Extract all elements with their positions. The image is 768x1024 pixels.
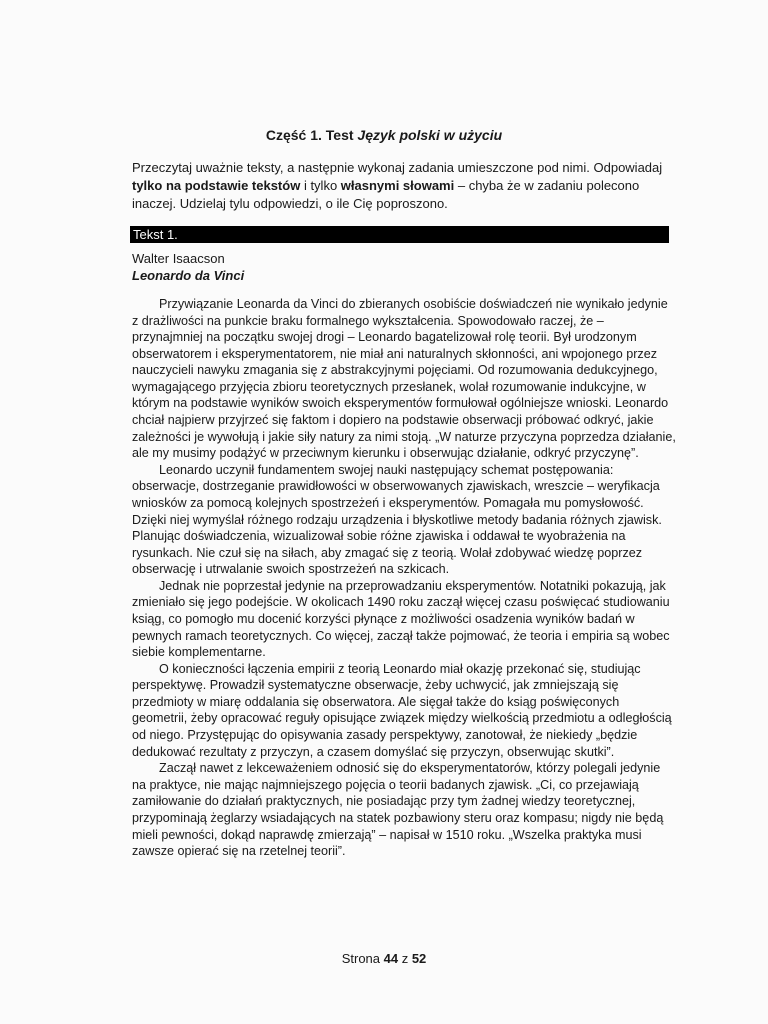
paragraph: Leonardo uczynił fundamentem swojej nauki następujący schemat postępowania: obserwacje, dostrzeganie prawidłowości w obserwowanych zjawiskach, wreszcie – weryfikacja wniosków za pomocą kolejnych spostrzeżeń i eksperymentów. Pomagała mu pomysłowość. Dzięki niej wymyślał różnego rodzaju urządzenia i błyskotliwe metody badania różnych zjawisk. Planując doświadczenia, wizualizował sobie różne zjawiska i oddawał te wyobrażenia na rysunkach. Nie czuł się na siłach, aby zmagać się z teorią. Wolał zdobywać wiedzę poprzez obserwację i utrwalanie swoich spostrzeżeń na szkicach. xyxy=(132,462,662,577)
instructions-part2: i tylko xyxy=(300,178,341,193)
paragraph: Jednak nie poprzestał jedynie na przeprowadzaniu eksperymentów. Notatniki pokazują, jak zmieniało się jego podejście. W okolicach 1490 roku zaczął więcej czasu poświęcać studiowaniu ksiąg, co pomogło mu docenić korzyści płynące z możliwości osadzenia wyników badań w pewnych ramach teoretycznych. Co więcej, zaczął także pojmować, że teoria i empiria są wobec siebie komplementarne. xyxy=(132,578,670,660)
text-body xyxy=(132,296,677,860)
instructions-part3: – chyba że w zadaniu polecono inaczej. Udzielaj tylu odpowiedzi, o ile Cię poproszono. xyxy=(132,178,640,211)
section-title xyxy=(0,126,768,144)
page-number-prefix: Strona xyxy=(341,951,384,966)
page-number-current: 44 xyxy=(383,951,399,966)
section-title-italic: Język polski w użyciu xyxy=(357,127,503,143)
page-number xyxy=(0,950,768,968)
section-title-prefix: Część 1. Test xyxy=(265,127,358,143)
instructions-part1: Przeczytaj uważnie teksty, a następnie wykonaj zadania umieszczone pod nimi. Odpowiadaj xyxy=(132,160,663,175)
paragraph: O konieczności łączenia empirii z teorią Leonardo miał okazję przekonać się, studiując perspektywę. Prowadził systematyczne obserwacje, żeby uchwycić, jak zmniejszają się przedmioty w miarę oddalania się obserwatora. Ale sięgał także do ksiąg poświęconych geometrii, żeby opracować reguły opisujące związek między wielkością przedmiotu a odległością od niego. Przystępując do opisywania zasady perspektywy, zanotował, że niekiedy „będzie dedukować rezultaty z przyczyn, a czasem domyślać się przyczyn, obserwując skutki”. xyxy=(132,661,672,759)
instructions-bold1: tylko na podstawie tekstów xyxy=(132,178,301,193)
paragraph: Przywiązanie Leonarda da Vinci do zbieranych osobiście doświadczeń nie wynikało jedynie z drażliwości na punkcie braku formalnego wykształcenia. Spowodowało raczej, że – przynajmniej na początku swojej drogi – Leonardo bagatelizował rolę teorii. Był urodzonym obserwatorem i eksperymentatorem, nie miał ani naturalnych skłonności, ani wpojonego przez nauczycieli nawyku zmagania się z abstrakcyjnymi pojęciami. Od rozumowania dedukcyjnego, wymagającego przyjęcia zbioru teoretycznych przesłanek, wolał rozumowanie indukcyjne, w którym na podstawie wyników swoich eksperymentów formułował ogólniejsze wnioski. Leonardo chciał najpierw przyjrzeć się faktom i dopiero na podstawie obserwacji próbować odkryć, jakie zależności je wywołują i jakie siły natury za nimi stoją. „W naturze przyczyna poprzedza działanie, ale my musimy podążyć w przeciwnym kierunku i obserwując działanie, odkryć przyczynę”. xyxy=(132,297,676,461)
page-number-total: 52 xyxy=(411,951,427,966)
instructions-bold2: własnymi słowami xyxy=(340,178,455,193)
author-name: Walter Isaacson xyxy=(132,251,225,266)
paragraph: Zaczął nawet z lekceważeniem odnosić się do eksperymentatorów, którzy polegali jedynie na praktyce, nie mając najmniejszego pojęcia o teorii badanych zjawisk. „Ci, co przejawiają zamiłowanie do działań praktycznych, nie posiadając przy tym żadnej wiedzy teoretycznej, przypominają żeglarzy wsiadających na statek pozbawiony steru oraz kompasu; nigdy nie będą mieli pewności, dokąd naprawdę zmierzają” – napisał w 1510 roku. „Wszelka praktyka musi zawsze opierać się na rzetelnej teorii”. xyxy=(132,761,664,859)
page-number-sep: z xyxy=(398,951,412,966)
instructions xyxy=(132,159,677,213)
book-title: Leonardo da Vinci xyxy=(132,268,245,283)
text-label-bar: Tekst 1. xyxy=(130,226,669,243)
